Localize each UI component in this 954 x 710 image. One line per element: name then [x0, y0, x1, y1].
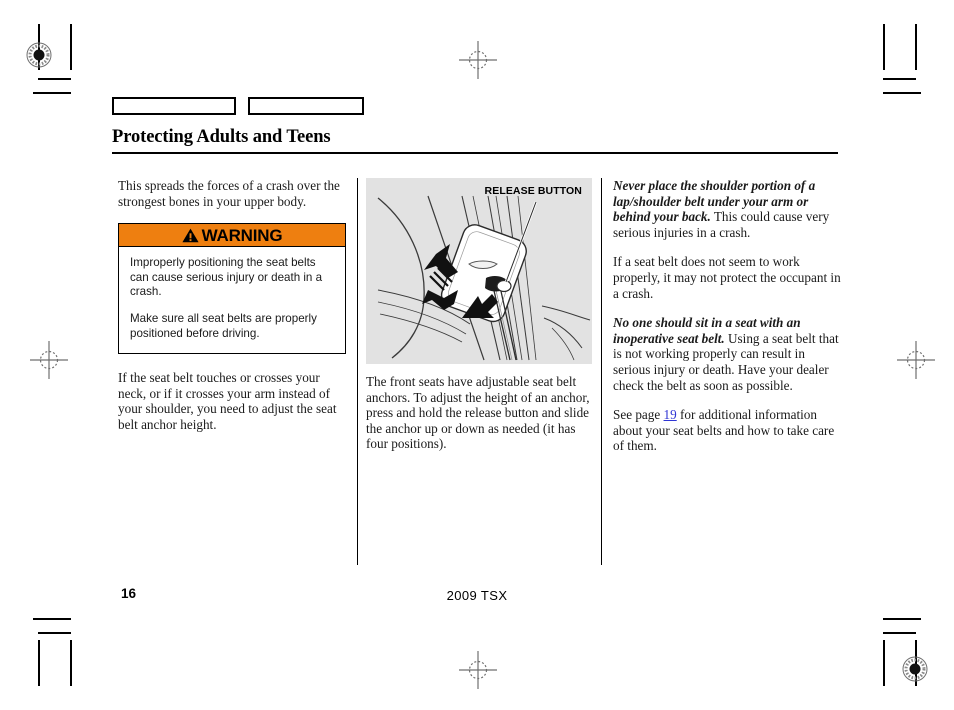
paragraph-lead-1: Never place the shoulder portion of a lap/shoulder belt under your arm or behind your back.	[613, 178, 816, 225]
column-divider-left	[357, 178, 358, 565]
middle-column	[366, 178, 592, 452]
registration-crosshair-right-icon	[894, 338, 938, 382]
cross-reference-paragraph	[613, 407, 841, 454]
paragraph-inoperative-belt	[613, 315, 841, 393]
seat-belt-anchor-figure	[366, 178, 592, 364]
warning-heading: WARNING	[201, 225, 283, 245]
figure-label-release-button: RELEASE BUTTON	[484, 185, 582, 197]
seat-belt-anchor-illustration	[366, 178, 592, 364]
warning-box-header	[119, 224, 345, 247]
page-header	[112, 97, 838, 154]
registration-crosshair-bottom-icon	[456, 648, 500, 692]
section-tab-1[interactable]	[112, 97, 236, 115]
footer-page-number: 16	[121, 586, 137, 601]
registration-crosshair-left-icon	[27, 338, 71, 382]
paragraph-belt-not-working	[613, 254, 841, 301]
title-divider-rule	[112, 152, 838, 154]
registration-bullseye-icon-bottom	[902, 656, 928, 682]
page-title: Protecting Adults and Teens	[112, 127, 331, 147]
paragraph-shoulder-belt	[613, 178, 841, 240]
figure-caption: The front seats have adjustable seat belt anchors. To adjust the height of an anchor, press and hold the release button and slide the anchor up or down as needed (it has four positions).	[366, 374, 590, 452]
cross-reference-before: See page	[613, 407, 664, 423]
section-tab-row	[112, 97, 838, 115]
column-divider-right	[601, 178, 602, 565]
registration-bullseye-icon	[26, 42, 52, 68]
warning-box-body	[119, 247, 345, 353]
paragraph-rest-2: If a seat belt does not seem to work properly, it may not protect the occupant in a crash.	[613, 254, 841, 301]
anchor-height-paragraph: If the seat belt touches or crosses your neck, or if it crosses your arm instead of your shoulder, you need to adjust the seat belt anchor height.	[118, 370, 337, 432]
registration-crosshair-top-icon	[456, 38, 500, 82]
section-tab-2[interactable]	[248, 97, 364, 115]
footer-model-year: 2009 TSX	[446, 588, 508, 603]
paragraph-rest-1: This could cause very serious injuries in a crash.	[613, 209, 830, 240]
left-column	[118, 178, 346, 433]
page-link-19[interactable]: 19	[663, 407, 677, 423]
right-column	[613, 178, 841, 454]
warning-box	[118, 223, 346, 354]
paragraph-lead-3: No one should sit in a seat with an inoperative seat belt.	[613, 315, 801, 346]
paragraph-rest-3: Using a seat belt that is not working properly can result in serious injury or death. Have your dealer check the belt as soon as possible.	[613, 330, 839, 393]
intro-paragraph: This spreads the forces of a crash over the strongest bones in your upper body.	[118, 178, 340, 209]
warning-paragraph-2: Make sure all seat belts are properly positioned before driving.	[130, 312, 317, 340]
warning-paragraph-1: Improperly positioning the seat belts can cause serious injury or death in a crash.	[130, 256, 323, 298]
cross-reference-after: for additional information about your seat belts and how to take care of them.	[613, 407, 835, 454]
warning-triangle-icon	[182, 228, 199, 243]
